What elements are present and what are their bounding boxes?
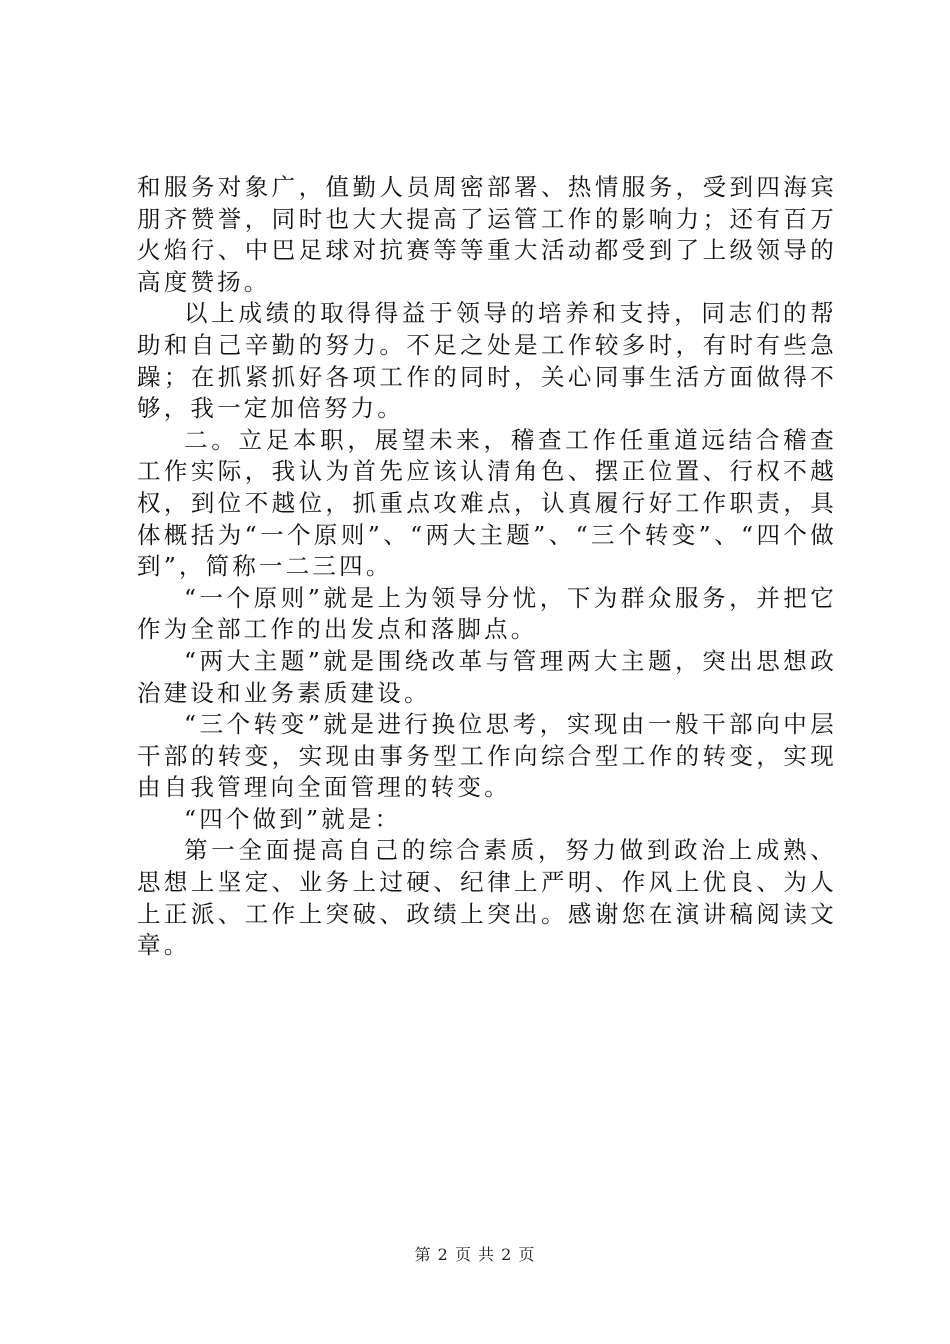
page-footer: 第 2 页 共 2 页: [414, 1245, 536, 1264]
paragraph-8: 第一全面提高自己的综合素质，努力做到政治上成熟、思想上坚定、业务上过硬、纪律上严明、作风上优良、为人上正派、工作上突破、政绩上突出。感谢您在演讲稿阅读文章。: [137, 836, 837, 960]
paragraph-6: “三个转变”就是进行换位思考，实现由一般干部向中层干部的转变，实现由事务型工作向综合型工作的转变，实现由自我管理向全面管理的转变。: [137, 710, 837, 802]
paragraph-4: “一个原则”就是上为领导分忧，下为群众服务，并把它作为全部工作的出发点和落脚点。: [137, 583, 837, 644]
paragraph-7: “四个做到”就是：: [184, 804, 402, 833]
paragraph-1: 和服务对象广，值勤人员周密部署、热情服务，受到四海宾朋齐赞誉，同时也大大提高了运管工作的影响力；还有百万火焰行、中巴足球对抗赛等等重大活动都受到了上级领导的高度赞扬。: [137, 173, 837, 296]
document-body: [137, 172, 837, 962]
paragraph-2: 以上成绩的取得得益于领导的培养和支持，同志们的帮助和自己辛勤的努力。不足之处是工作较多时，有时有些急躁；在抓紧抓好各项工作的同时，关心同事生活方面做得不够，我一定加倍努力。: [137, 299, 837, 423]
paragraph-3: 二。立足本职，展望未来，稽查工作任重道远结合稽查工作实际，我认为首先应该认清角色、摆正位置、行权不越权，到位不越位，抓重点攻难点，认真履行好工作职责，具体概括为“一个原则”、“两大主题”、“三个转变”、“四个做到”，简称一二三四。: [137, 425, 837, 581]
paragraph-5: “两大主题”就是围绕改革与管理两大主题，突出思想政治建设和业务素质建设。: [137, 646, 837, 707]
